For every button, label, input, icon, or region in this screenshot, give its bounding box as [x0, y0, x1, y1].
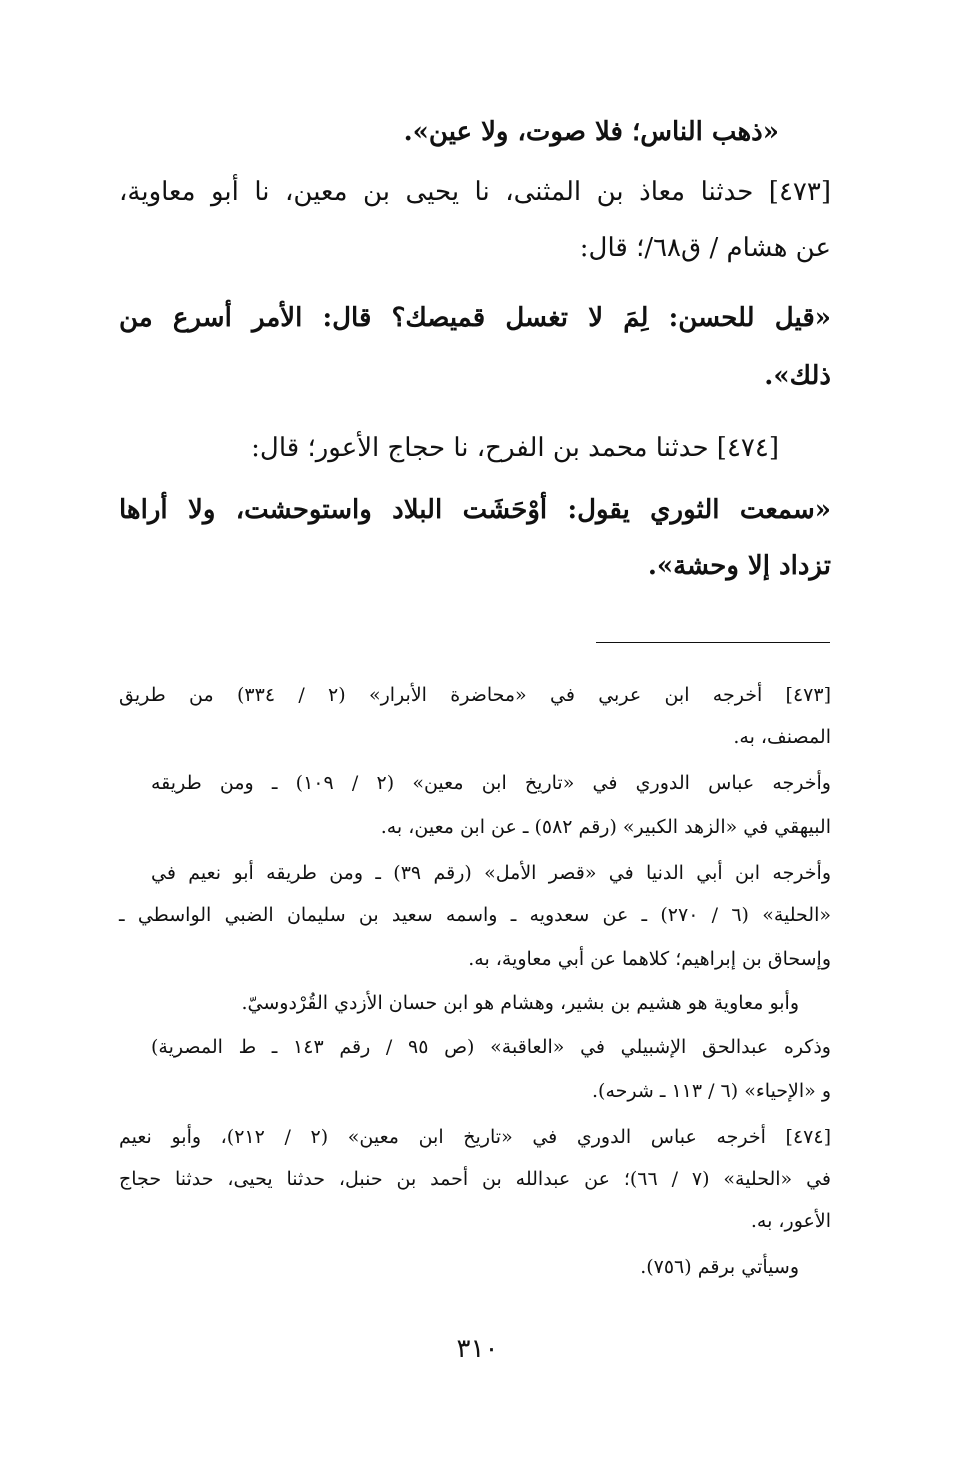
footnote-separator — [596, 642, 830, 643]
footnote-474-line-1: [٤٧٤] أخرجه عباس الدوري في «تاريخ ابن معين» (٢ / ٢١٢)، وأبو نعيم — [119, 1126, 832, 1148]
footnote-473-line-5: وأخرجه ابن أبي الدنيا في «قصر الأمل» (رقم ٣٩) ـ ومن طريقه أبو نعيم في — [151, 862, 831, 884]
footnote-473-line-6: «الحلية» (٦ / ٢٧٠) ـ عن سعدويه ـ واسمه سعيد بن سليمان الضبي الواسطي ـ — [119, 904, 832, 926]
hadith-473-matn-line-2: ذلك». — [764, 361, 831, 391]
footnote-474-line-3: الأعور، به. — [750, 1210, 831, 1232]
footnote-473-line-4: البيهقي في «الزهد الكبير» (رقم ٥٨٢) ـ عن ابن معين، به. — [380, 816, 831, 838]
footnote-473-line-8: وأبو معاوية هو هشيم بن بشير، وهشام هو ابن حسان الأزدي القُرْدوسيّ. — [241, 992, 799, 1014]
hadith-474-matn-line-2: تزداد إلا وحشة». — [647, 551, 831, 581]
page-number: ٣١٠ — [456, 1334, 499, 1364]
footnote-473-line-10: و «الإحياء» (٦ / ١١٣ ـ شرحه). — [592, 1080, 831, 1102]
footnote-473-line-2: المصنف، به. — [733, 726, 831, 748]
hadith-473-isnad-line-1: [٤٧٣] حدثنا معاذ بن المثنى، نا يحيى بن معين، نا أبو معاوية، — [119, 177, 831, 207]
footnote-473-line-3: وأخرجه عباس الدوري في «تاريخ ابن معين» (٢ / ١٠٩) ـ ومن طريقه — [151, 772, 831, 794]
hadith-474-isnad: [٤٧٤] حدثنا محمد بن الفرح، نا حجاج الأعور؛ قال: — [251, 433, 779, 463]
footnote-474-line-2: في «الحلية» (٧ / ٦٦)؛ عن عبدالله بن أحمد بن حنبل، حدثنا يحيى، حدثنا حجاج — [119, 1168, 831, 1190]
footnote-474-line-4: وسيأتي برقم (٧٥٦). — [640, 1256, 799, 1278]
footnote-473-line-7: وإسحاق بن إبراهيم؛ كلاهما عن أبي معاوية، به. — [468, 948, 831, 970]
hadith-473-isnad-line-2: عن هشام / ق٦٨/؛ قال: — [579, 233, 831, 263]
hadith-474-matn-line-1: «سمعت الثوري يقول: أوْحَشَت البلاد واستوحشت، ولا أراها — [119, 495, 831, 525]
hadith-473-matn-line-1: «قيل للحسن: لِمَ لا تغسل قميصك؟ قال: الأمر أسرع من — [119, 303, 831, 333]
quote-text-1: «ذهب الناس؛ فلا صوت، ولا عين». — [403, 117, 779, 147]
footnote-473-line-1: [٤٧٣] أخرجه ابن عربي في «محاضرة الأبرار» (٢ / ٣٣٤) من طريق — [119, 684, 831, 706]
footnote-473-line-9: وذكره عبدالحق الإشبيلي في «العاقبة» (ص ٩٥ / رقم ١٤٣ ـ ط المصرية) — [151, 1036, 831, 1058]
